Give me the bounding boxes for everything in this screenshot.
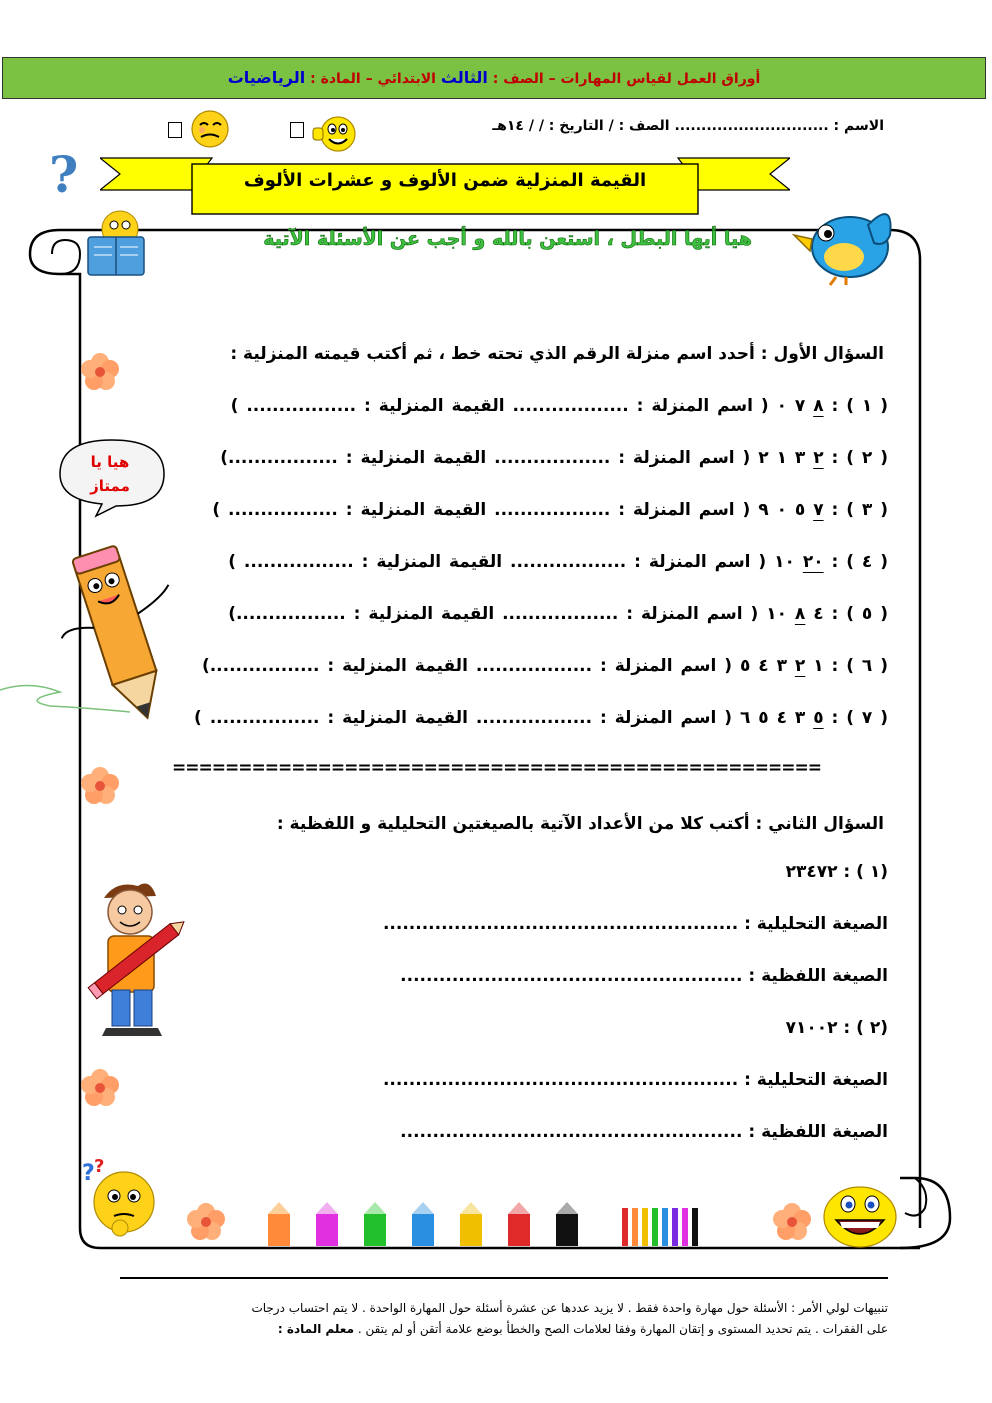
teacher-label: معلم المادة : xyxy=(277,1322,354,1336)
underlined-digit: ٨ xyxy=(794,604,806,624)
page-title: القيمة المنزلية ضمن الألوف و عشرات الألوف xyxy=(243,170,647,191)
flower-icon xyxy=(770,1200,814,1244)
header-prefix: أوراق العمل لقياس المهارات – الصف : xyxy=(492,71,761,87)
place-name-blank: ( اسم المنزلة : .................. xyxy=(494,500,751,520)
question-1-row xyxy=(231,396,888,416)
place-value-blank: القيمة المنزلية : ................. ) xyxy=(212,500,487,520)
flower-icon xyxy=(78,350,122,394)
pencil-character-icon xyxy=(0,540,210,740)
question-1-row xyxy=(228,552,888,572)
row-number: ( ٣ ) : xyxy=(831,500,888,520)
digits-before: ١ xyxy=(813,656,824,676)
bubble-line-2: ممتاز xyxy=(90,477,130,495)
student-info-line: الاسم : ............................. الصف : / التاريخ : / / ١٤هـ xyxy=(492,118,884,134)
svg-text:?: ? xyxy=(49,148,79,204)
digits-after: ٧ ٠ xyxy=(776,396,806,416)
q2-item-2-label: (٢ ) : ٧١٠٠٢ xyxy=(785,1018,888,1038)
footer-line-1: تنبيهات لولي الأمر : الأسئلة حول مهارة واحدة فقط . لا يزيد عددها عن عشرة أسئلة حول المهارة الواحدة . لا يتم احتساب درجات xyxy=(251,1301,888,1315)
happy-face-icon xyxy=(820,1184,900,1250)
underlined-digit: ٢٠ xyxy=(802,552,824,572)
place-value-blank: القيمة المنزلية : .................) xyxy=(201,656,468,676)
place-name-blank: ( اسم المنزلة : .................. xyxy=(510,552,767,572)
underlined-digit: ٨ xyxy=(813,396,824,416)
footer-notes xyxy=(140,1298,888,1340)
colored-pencils-icon xyxy=(262,1200,742,1250)
place-name-blank: ( اسم المنزلة : .................. xyxy=(494,448,751,468)
place-value-blank: القيمة المنزلية : .................) xyxy=(228,604,495,624)
place-name-blank: ( اسم المنزلة : .................. xyxy=(502,604,759,624)
row-number: ( ٧ ) : xyxy=(831,708,888,728)
q2-item-1-label: (١ ) : ٢٣٤٧٢ xyxy=(785,862,888,882)
underlined-digit: ٢ xyxy=(794,656,806,676)
place-name-blank: ( اسم المنزلة : .................. xyxy=(475,708,733,728)
header-grade: الثالث xyxy=(440,68,488,87)
header-stage: الابتدائي – المادة : xyxy=(310,71,436,87)
digits-after: ٣ ١ ٢ xyxy=(758,448,806,468)
question-2-heading: السؤال الثاني : أكتب كلا من الأعداد الآتية بالصيغتين التحليلية و اللفظية : xyxy=(276,814,884,834)
q2-item-2-analytic: الصيغة التحليلية : ....................................................... xyxy=(382,1070,888,1090)
place-value-blank: القيمة المنزلية : ................. ) xyxy=(230,396,505,416)
reading-character-icon xyxy=(84,205,150,280)
digits-after: ٣ ٤ ٥ xyxy=(739,656,787,676)
row-number: ( ٦ ) : xyxy=(831,656,888,676)
q2-item-2-verbal: الصيغة اللفظية : ..................................................... xyxy=(400,1122,888,1142)
place-value-blank: القيمة المنزلية : ................. ) xyxy=(228,552,503,572)
boy-with-pencil-icon xyxy=(86,878,186,1046)
page-subtitle: هيا أيها البطل ، استعن بالله و أجب عن الأسئلة الآتية xyxy=(263,228,752,250)
bubble-text xyxy=(62,450,158,498)
not-mastered-checkbox[interactable] xyxy=(168,122,182,138)
mastered-checkbox[interactable] xyxy=(290,122,304,138)
question-1-row xyxy=(228,604,888,624)
question-1-row xyxy=(202,656,888,676)
question-1-row xyxy=(194,708,888,728)
flower-icon xyxy=(184,1200,228,1244)
row-number: ( ٢ ) : xyxy=(831,448,888,468)
thinking-face-icon xyxy=(80,1156,160,1242)
underlined-digit: ٧ xyxy=(813,500,824,520)
place-name-blank: ( اسم المنزلة : .................. xyxy=(512,396,769,416)
flower-icon xyxy=(78,764,122,808)
question-mark-icon xyxy=(45,148,85,208)
question-1-heading: السؤال الأول : أحدد اسم منزلة الرقم الذي تحته خط ، ثم أكتب قيمته المنزلية : xyxy=(230,344,884,364)
flower-icon xyxy=(78,1066,122,1110)
row-number: ( ١ ) : xyxy=(831,396,888,416)
header-subject: الرياضيات xyxy=(227,68,306,87)
row-number: ( ٤ ) : xyxy=(831,552,888,572)
underlined-digit: ٢ xyxy=(813,448,824,468)
underlined-digit: ٥ xyxy=(813,708,824,728)
place-value-blank: القيمة المنزلية : ................. ) xyxy=(194,708,468,728)
row-number: ( ٥ ) : xyxy=(831,604,888,624)
smiley-thinking-icon xyxy=(188,108,232,150)
q2-item-1-analytic: الصيغة التحليلية : ....................................................... xyxy=(382,914,888,934)
header-bar xyxy=(2,57,986,99)
place-value-blank: القيمة المنزلية : .................) xyxy=(220,448,487,468)
bubble-line-1: هيا يا xyxy=(90,453,130,471)
bird-icon xyxy=(790,195,900,287)
digits-after: ٣ ٤ ٥ ٦ xyxy=(739,708,806,728)
place-name-blank: ( اسم المنزلة : .................. xyxy=(475,656,733,676)
question-1-row xyxy=(220,448,888,468)
digits-before: ٤ xyxy=(813,604,824,624)
digits-after: ١٠ xyxy=(766,604,787,624)
digits-after: ١٠ xyxy=(774,552,795,572)
footer-line-2: على الفقرات . يتم تحديد المستوى و إتقان المهارة وفقا لعلامات الصح والخطأ بوضع علامة أتقن أو لم يتقن . xyxy=(354,1322,888,1336)
separator-line: ================================================= xyxy=(172,758,821,778)
svg-text:?: ? xyxy=(94,1156,105,1177)
q2-item-1-verbal: الصيغة اللفظية : ..................................................... xyxy=(400,966,888,986)
svg-text:?: ? xyxy=(82,1161,95,1186)
question-1-row xyxy=(212,500,888,520)
digits-after: ٥ ٠ ٩ xyxy=(758,500,806,520)
footer-rule xyxy=(120,1277,888,1279)
footer-line-2-wrap xyxy=(140,1319,888,1340)
